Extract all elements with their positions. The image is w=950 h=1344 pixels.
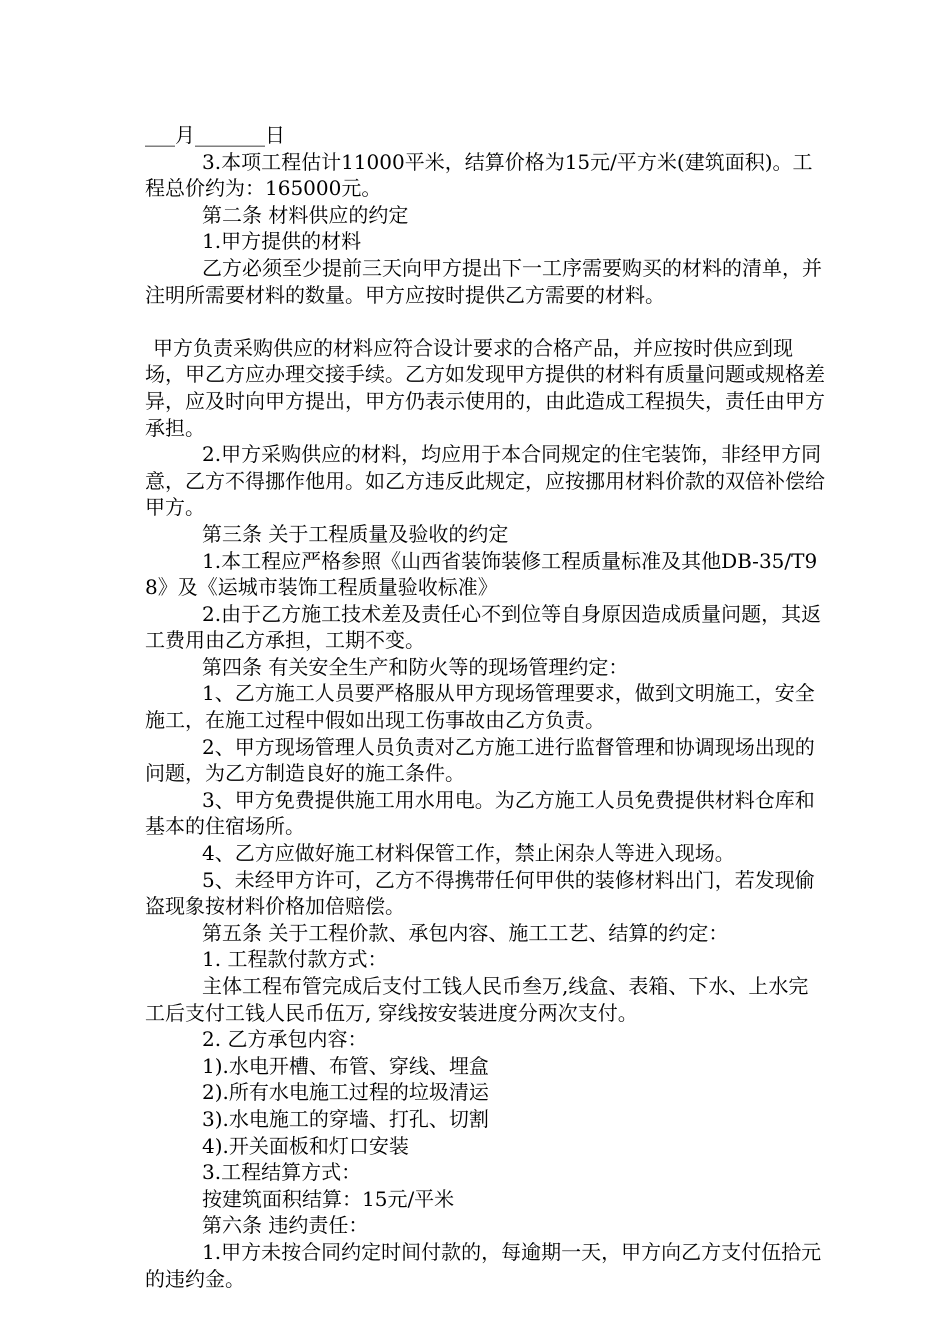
paragraph: 5、未经甲方许可，乙方不得携带任何甲供的装修材料出门，若发现偷盗现象按材料价格加倍赔偿。 — [145, 867, 815, 919]
document-body — [145, 122, 825, 1292]
paragraph: 3、甲方免费提供施工用水用电。为乙方施工人员免费提供材料仓库和基本的住宿场所。 — [145, 787, 815, 839]
paragraph: 3.本项工程估计11000平米，结算价格为15元/平方米(建筑面积)。工程总价约为：165000元。 — [145, 149, 813, 201]
paragraph: 1.甲方未按合同约定时间付款的，每逾期一天，甲方向乙方支付伍拾元的违约金。 — [145, 1239, 822, 1291]
paragraph: 乙方必须至少提前三天向甲方提出下一工序需要购买的材料的清单，并注明所需要材料的数量。甲方应按时提供乙方需要的材料。 — [145, 255, 822, 307]
blank-line — [145, 308, 825, 335]
paragraph: 按建筑面积结算：15元/平米 — [202, 1186, 455, 1211]
paragraph: 2、甲方现场管理人员负责对乙方施工进行监督管理和协调现场出现的问题，为乙方制造良好的施工条件。 — [145, 734, 815, 786]
paragraph: 1、乙方施工人员要严格服从甲方现场管理要求，做到文明施工，安全施工，在施工过程中假如出现工伤事故由乙方负责。 — [145, 681, 815, 733]
section-heading: 第六条 违约责任： — [202, 1213, 369, 1238]
section-heading: 第三条 关于工程质量及验收的约定 — [202, 521, 509, 546]
paragraph: 1.本工程应严格参照《山西省装饰装修工程质量标准及其他DB-35/T98》及《运城市装饰工程质量验收标准》 — [145, 548, 818, 600]
subsection-heading: 1. 工程款付款方式： — [202, 947, 388, 972]
date-line: ___月_______日 — [145, 123, 285, 147]
subsection-heading: 2. 乙方承包内容： — [202, 1027, 368, 1052]
paragraph: 主体工程布管完成后支付工钱人民币叁万,线盒、表箱、下水、上水完工后支付工钱人民币伍万, 穿线按安装进度分两次支付。 — [145, 974, 809, 1025]
section-heading: 第五条 关于工程价款、承包内容、施工工艺、结算的约定： — [202, 920, 729, 945]
list-item: 1).水电开槽、布管、穿线、埋盒 — [202, 1053, 489, 1078]
subsection-heading: 3.工程结算方式： — [202, 1160, 362, 1185]
subsection-heading: 1.甲方提供的材料 — [202, 229, 362, 254]
paragraph: 4、乙方应做好施工材料保管工作，禁止闲杂人等进入现场。 — [202, 841, 735, 866]
paragraph: 2.甲方采购供应的材料，均应用于本合同规定的住宅装饰，非经甲方同意，乙方不得挪作他用。如乙方违反此规定，应按挪用材料价款的双倍补偿给甲方。 — [145, 442, 825, 520]
list-item: 2).所有水电施工过程的垃圾清运 — [202, 1080, 489, 1105]
list-item: 3).水电施工的穿墙、打孔、切割 — [202, 1106, 489, 1131]
section-heading: 第四条 有关安全生产和防火等的现场管理约定： — [202, 654, 629, 679]
paragraph: 甲方负责采购供应的材料应符合设计要求的合格产品，并应按时供应到现场，甲乙方应办理交接手续。乙方如发现甲方提供的材料有质量问题或规格差异，应及时向甲方提出，甲方仍表示使用的，由此造成工程损失，责任由甲方承担。 — [145, 335, 825, 440]
section-heading: 第二条 材料供应的约定 — [202, 202, 409, 227]
list-item: 4).开关面板和灯口安装 — [202, 1133, 409, 1158]
paragraph: 2.由于乙方施工技术差及责任心不到位等自身原因造成质量问题，其返工费用由乙方承担，工期不变。 — [145, 601, 822, 653]
